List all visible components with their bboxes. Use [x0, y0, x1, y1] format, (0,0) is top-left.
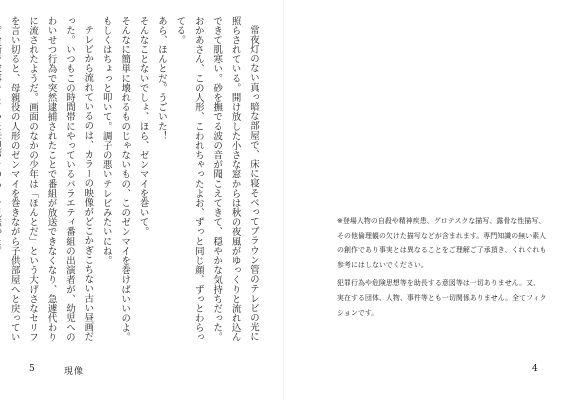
right-page	[283, 0, 567, 400]
story-paragraph: あら、ほんとだ。うごいた！	[155, 16, 167, 141]
story-paragraph: テレビから流れているのは、カラーの映像がどこかぎこちない古い昼画だった。いつもこの時間帯にやっているバラエティ番組の出演者が、幼児へのわいせつ行為で突然逮捕されたことで番組が放送できなくなり、急遽代わりに流されたようだ。画面のなかの少年は「ほんとだ」という大げさなセリフを言い切ると、母親役の人形のゼンマイを巻きながら子供部屋へと戻ってい	[8, 16, 94, 343]
story-text	[8, 16, 262, 344]
page-number: 4	[532, 364, 538, 374]
warning-paragraph: ※登場人物の自殺や精神疾患、グロテスクな描写、露骨な性描写、その他倫理観の欠けた描写などが含まれます。専門知識の無い素人の創作であり事実とは異なることをご理解ご了承頂き、くれぐれも参考にはしないでください。	[337, 217, 547, 269]
fiction-notice: 犯罪行為や危険思想等を助長する意図等は一切ありません。又、実在する団体、人物、事件等とも一切関係ありません。全てフィクションです。	[337, 279, 547, 317]
content-warning	[337, 214, 547, 324]
left-page	[0, 0, 283, 400]
page-number: 5	[29, 364, 35, 374]
story-paragraph: そんなことないでしょ、ほら、ゼンマイを巻いて。	[137, 16, 149, 237]
story-paragraph: おかあさん、この人形、こわれちゃったよお、ずっと同じ顔、ずっとわらってる。	[174, 16, 204, 343]
story-paragraph: そんなに簡単に壊れるものじゃないもの、このゼンマイを巻けばいいのよ。もしくはちょっと叩いて。調子の悪いテレビみたいにね。	[100, 16, 131, 343]
story-paragraph: 常夜灯のない真っ暗な部屋で、床に寝そべってブラウン管のテレビの光に照らされている。開け放した小さな窓からは秋の夜風がゆっくりと流れ込んできて肌寒い。砂を撫でる波の音が聞こえてきて、穏やかな気持ちだった。	[211, 16, 259, 343]
running-title: 現像	[64, 367, 85, 377]
